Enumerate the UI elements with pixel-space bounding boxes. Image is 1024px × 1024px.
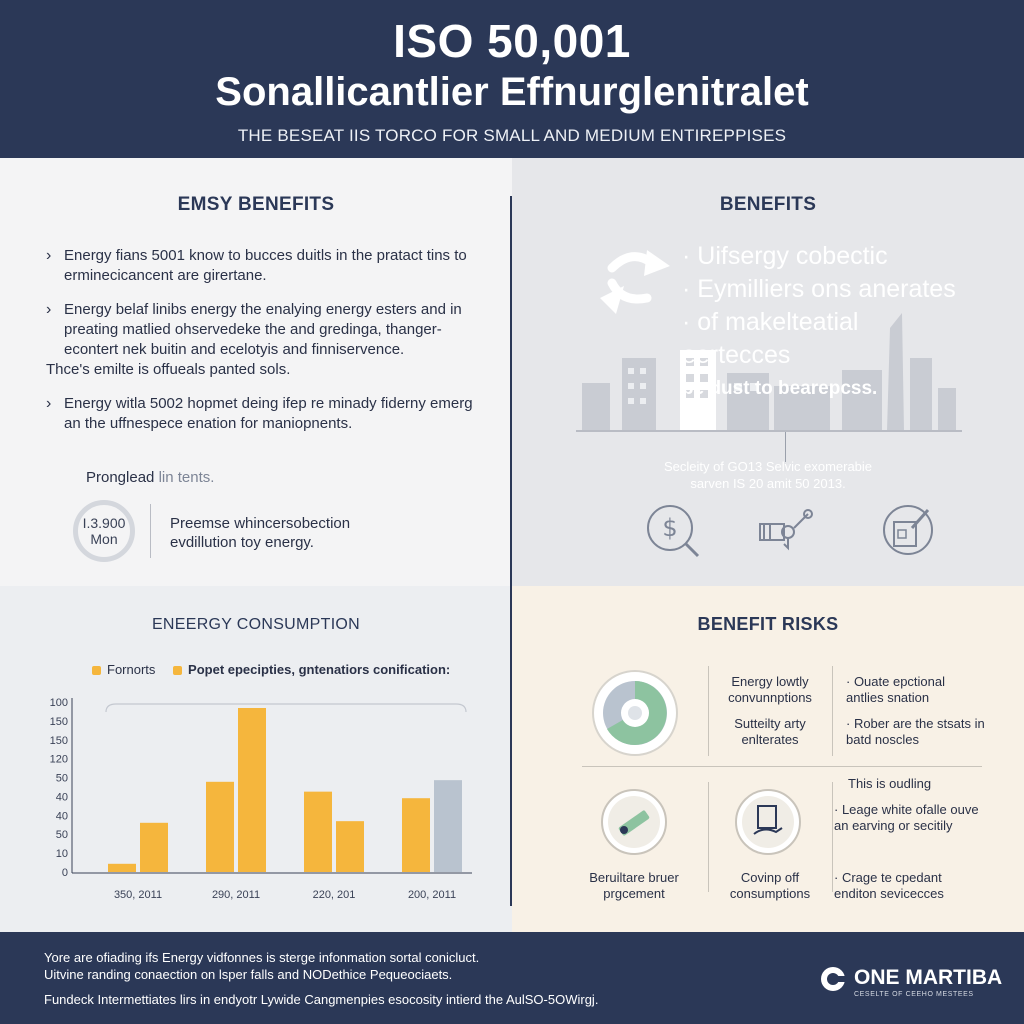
- stat-ring: [73, 500, 135, 562]
- overlay-line-4: eertecces: [682, 341, 791, 369]
- megaphone-key-icon: [754, 500, 814, 560]
- page-tagline: THE BESEAT IIS TORCO FOR SMALL AND MEDIUM ENTIREPPISES: [237, 126, 787, 145]
- wrench-badge-icon: [600, 788, 668, 856]
- chart-bar: [238, 708, 266, 872]
- building-1: [582, 383, 610, 431]
- chart-bar: [206, 782, 234, 872]
- risk-cell-c: Beruiltare bruer prgcement: [589, 870, 679, 901]
- y-tick-label: 50: [55, 772, 68, 785]
- risk-cell-e1: · Leage white ofalle ouve an earving or secitily: [834, 802, 979, 833]
- chart-legend: [92, 662, 464, 677]
- energy-bar-chart: [0, 682, 512, 922]
- x-tick-label: 220, 201: [312, 889, 356, 901]
- emsy-bullet-2-extra: Thce's emilte is offueals panted sols.: [46, 361, 291, 378]
- risk-cell-b2: · Rober are the stsats in batd noscles: [846, 716, 985, 747]
- stat-divider: [150, 504, 151, 558]
- risk-cell-e2: · Crage te cpedant enditon sevicecces: [834, 870, 944, 901]
- legend-item-2: Popet epecipties, gntenatiors conification:: [173, 662, 450, 677]
- stat-ring-value: I.3.900: [82, 515, 126, 531]
- emsy-benefits-panel: [0, 158, 512, 586]
- hand-document-icon: [734, 788, 802, 856]
- logo-mark-icon: [820, 966, 846, 992]
- emsy-bullet-3: › Energy witla 5002 hopmet deing ifep re minady fiderny emerg an the uffnespece enation for maniopnents.: [46, 394, 486, 434]
- overlay-line-3: · of makelteatial: [682, 308, 859, 336]
- document-pen-icon: [878, 500, 938, 560]
- y-tick-label: 50: [55, 829, 68, 842]
- arrow-head-top: [644, 250, 670, 276]
- footer-line-2: Uitvine randing conaection on lsper falls and NODethice Pequeociaets.: [44, 967, 453, 982]
- prong-muted: lin tents.: [158, 469, 215, 486]
- x-tick-label: 350, 2011: [113, 889, 163, 901]
- risk-cell-b1: · Ouate epctional antlies snation: [846, 674, 946, 705]
- emsy-bullet-2: › Energy belaf linibs energy the enalying energy esters and in preating matlied ohservedeke the and gredinga, thanger-econtert nek buitin and ecelotyis and finniservence. Thce's emilte is offueals panted sols.: [46, 300, 486, 380]
- caption-line-2: sarven IS 20 amit 50 2013.: [690, 476, 846, 491]
- legend-swatch-1: [92, 666, 101, 675]
- overlay-line-5: be dust to bearepcss.: [682, 378, 878, 399]
- chart-bar: [304, 792, 332, 872]
- risk-cell-a1: Energy lowtly convunnptions: [728, 674, 812, 705]
- benefits-title: BENEFITS: [719, 194, 817, 215]
- emsy-bullet-list: [46, 246, 486, 448]
- y-tick-label: 150: [49, 715, 68, 728]
- benefits-overlay: [682, 240, 956, 405]
- footer: [0, 932, 1024, 1024]
- chart-bar: [336, 821, 364, 872]
- building-2: [622, 358, 656, 431]
- chart-bar: [434, 780, 462, 872]
- chart-bracket: [106, 704, 466, 712]
- ground-line: [576, 430, 962, 432]
- prong-label: Pronglead lin tents.: [86, 469, 215, 486]
- y-tick-label: 40: [55, 791, 68, 804]
- donut-gauge: [590, 668, 680, 758]
- x-tick-label: 200, 2011: [407, 889, 457, 901]
- legend-swatch-2: [173, 666, 182, 675]
- chart-bar: [108, 864, 136, 872]
- footer-line-1: Yore are ofiading ifs Energy vidfonnes is sterge infonmation sortal conicluct.: [44, 950, 480, 965]
- dollar-search-icon: [642, 500, 702, 560]
- stat-ring-unit: Mon: [90, 531, 118, 547]
- page-subtitle-main: Sonallicantlier Effnurglenitralet: [215, 70, 809, 114]
- risk-cell-a2: Sutteilty arty enlterates: [734, 716, 806, 747]
- risk-cell-d: Covinp off consumptions: [729, 870, 811, 901]
- x-tick-label: 290, 2011: [211, 889, 261, 901]
- y-tick-label: 40: [55, 810, 68, 823]
- risks-title: BENEFIT RISKS: [697, 614, 839, 634]
- footer-line-3: Fundeck Intermettiates lirs in endyotr Lywide Cangmenpies esocosity intierd the AulSO-5OWirgj.: [44, 992, 599, 1007]
- svg-text:$: $: [662, 514, 678, 542]
- logo-name: ONE MARTIBA: [854, 966, 1003, 989]
- benefit-risks-panel: [512, 586, 1024, 932]
- y-tick-label: 10: [55, 848, 68, 861]
- chart-bar: [402, 798, 430, 872]
- y-tick-label: 150: [49, 734, 68, 747]
- risks-divider-2: [832, 666, 833, 756]
- y-tick-label: 120: [49, 753, 68, 766]
- center-divider: [510, 196, 512, 906]
- overlay-line-1: · Uifsergy cobectic: [682, 242, 888, 270]
- stat-description: Preemse whincersobection evdillution toy energy.: [170, 515, 351, 551]
- benefits-caption: [512, 458, 1024, 492]
- chart-bar: [140, 823, 168, 872]
- consumption-title: ENEERGY CONSUMPTION: [151, 616, 361, 633]
- risks-divider-4: [832, 782, 833, 892]
- header-banner: [0, 0, 1024, 158]
- energy-consumption-panel: [0, 586, 512, 932]
- emsy-benefits-title: EMSY BENEFITS: [177, 194, 335, 215]
- risk-cell-e-head: This is oudling: [848, 776, 932, 791]
- legend-item-1: Fornorts: [92, 662, 155, 677]
- logo-tagline: CESELTE OF CEEHO MESTEES: [854, 991, 974, 998]
- y-tick-label: 0: [61, 867, 68, 879]
- emsy-bullet-1: › Energy fians 5001 know to bucces duitls in the pratact tins to erminecicancent are girertane.: [46, 246, 486, 286]
- y-tick-label: 100: [49, 697, 68, 709]
- caption-line-1: Secleity of GO13 Selvic exomerabie: [663, 459, 873, 474]
- benefits-panel: [512, 158, 1024, 586]
- page-title: ISO 50,001: [393, 15, 631, 67]
- overlay-line-2: · Eymilliers ons anerates: [682, 275, 956, 303]
- risks-divider-h: [582, 766, 982, 767]
